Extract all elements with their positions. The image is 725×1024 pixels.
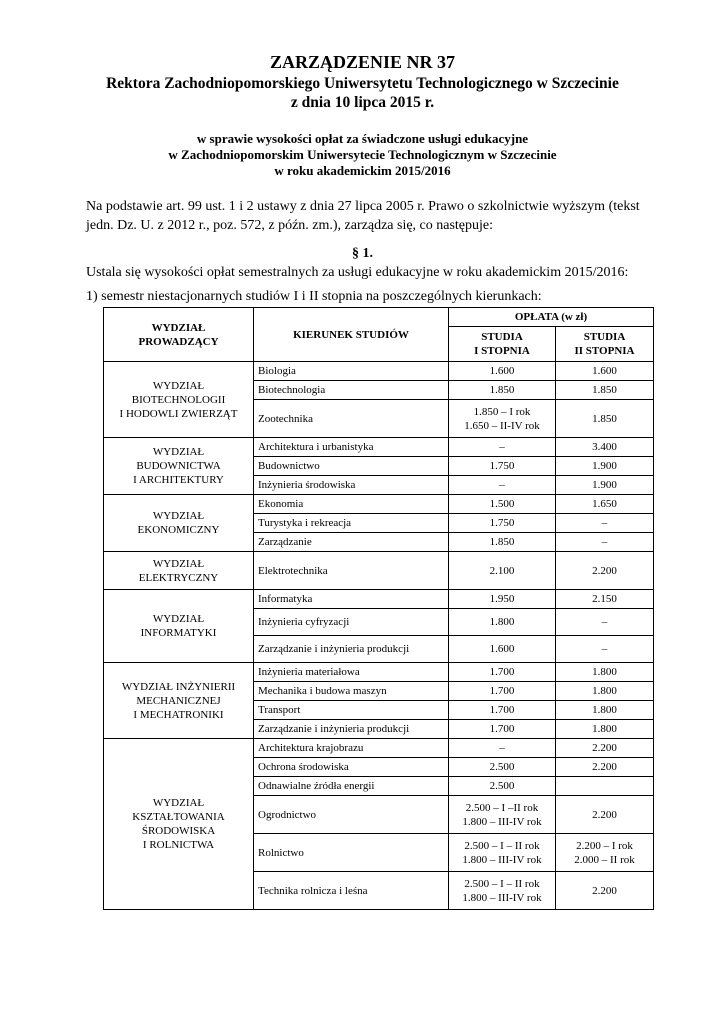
intro-text: Ustala się wysokości opłat semestralnych za usługi edukacyjne w roku akademickim 2015/2016:	[86, 265, 629, 280]
second-degree-fee-cell	[556, 590, 654, 609]
second-degree-fee-cell	[556, 872, 654, 910]
course-cell: Elektrotechnika	[254, 552, 449, 590]
faculty-name-line: I ARCHITEKTURY	[133, 474, 224, 486]
faculty-name-line: WYDZIAŁ	[152, 510, 205, 522]
first-degree-fee-cell	[449, 720, 556, 739]
fee-value: 1.800 – III-IV rok	[462, 853, 542, 866]
second-degree-fee-cell	[556, 476, 654, 495]
course-cell: Budownictwo	[254, 457, 449, 476]
subject-line: w sprawie wysokości opłat za świadczone usługi edukacyjne	[196, 131, 529, 146]
course-cell: Zootechnika	[254, 400, 449, 438]
fee-value: 2.200	[592, 564, 617, 577]
fee-value: –	[601, 643, 608, 655]
course-cell: Architektura krajobrazu	[254, 739, 449, 758]
basis-line: jedn. Dz. U. z 2012 r., poz. 572, z późn. zm.), zarządza się, co następuje:	[86, 218, 494, 233]
faculty-name-line: WYDZIAŁ INŻYNIERII	[121, 680, 236, 693]
fee-value: 1.600	[592, 365, 617, 377]
fee-value: 1.800	[592, 704, 617, 716]
faculty-name-line: WYDZIAŁ	[152, 379, 205, 392]
second-degree-fee-cell	[556, 777, 654, 796]
fee-value: 2.500 – I – II rok	[464, 839, 540, 852]
course-cell: Zarządzanie	[254, 533, 449, 552]
fee-value: 1.650 – II-IV rok	[464, 419, 540, 432]
second-degree-fee-cell	[556, 701, 654, 720]
fee-value: 2.100	[489, 564, 515, 577]
second-degree-fee-cell	[556, 457, 654, 476]
course-cell: Inżynieria środowiska	[254, 476, 449, 495]
first-degree-fee-cell	[449, 777, 556, 796]
first-degree-fee-cell	[449, 381, 556, 400]
fee-value: 1.800	[592, 685, 617, 697]
course-cell: Turystyka i rekreacja	[254, 514, 449, 533]
first-degree-fee-cell	[449, 663, 556, 682]
faculty-name-line: ŚRODOWISKA	[141, 825, 216, 837]
faculty-name-line: WYDZIAŁ	[152, 557, 205, 570]
first-degree-fee-cell	[449, 796, 556, 834]
first-degree-fee-cell	[449, 636, 556, 663]
faculty-cell	[104, 362, 254, 438]
first-degree-fee-cell	[449, 438, 556, 457]
second-degree-fee-cell	[556, 609, 654, 636]
first-degree-fee-cell	[449, 701, 556, 720]
course-cell: Rolnictwo	[254, 834, 449, 872]
course-cell: Biotechnologia	[254, 381, 449, 400]
fee-value: 1.600	[489, 643, 515, 655]
faculty-name-line: I ROLNICTWA	[142, 839, 215, 851]
fee-value: 2.200	[592, 808, 617, 821]
header-line: PROWADZĄCY	[138, 335, 219, 348]
table-row	[104, 495, 654, 514]
subject-line: w Zachodniopomorskim Uniwersytecie Technologicznym w Szczecinie	[168, 147, 557, 162]
course-cell: Zarządzanie i inżynieria produkcji	[254, 720, 449, 739]
fee-value: 1.750	[489, 517, 515, 529]
first-degree-fee-cell	[449, 476, 556, 495]
faculty-cell	[104, 552, 254, 590]
second-degree-fee-cell	[556, 663, 654, 682]
fee-value: 2.500 – I – II rok	[464, 877, 540, 890]
fee-value: 1.850	[592, 384, 617, 396]
second-degree-fee-cell	[556, 636, 654, 663]
faculty-name-line: EKONOMICZNY	[137, 524, 220, 536]
course-cell: Ekonomia	[254, 495, 449, 514]
second-degree-fee-cell	[556, 533, 654, 552]
table-row	[104, 590, 654, 609]
paragraph-mark: § 1.	[352, 246, 373, 261]
second-degree-fee-cell	[556, 381, 654, 400]
second-degree-fee-cell	[556, 796, 654, 834]
document-title: ZARZĄDZENIE NR 37	[269, 52, 456, 72]
fee-value: 2.500	[489, 761, 515, 773]
table-row	[104, 362, 654, 381]
second-degree-fee-cell	[556, 834, 654, 872]
fee-value: –	[499, 479, 505, 491]
second-degree-header	[556, 327, 654, 362]
fee-value: 1.700	[489, 723, 515, 735]
course-cell: Biologia	[254, 362, 449, 381]
fee-value: 2.200 – I rok	[576, 839, 633, 852]
header-line: WYDZIAŁ	[151, 321, 206, 334]
fee-value: –	[601, 536, 608, 548]
second-degree-fee-cell	[556, 739, 654, 758]
first-degree-header	[449, 327, 556, 362]
table-row	[104, 552, 654, 590]
fee-value: –	[499, 441, 505, 453]
fee-value: 1.900	[592, 479, 617, 491]
faculty-column-header	[104, 308, 254, 362]
fee-value: 3.400	[592, 441, 617, 453]
course-cell: Mechanika i budowa maszyn	[254, 682, 449, 701]
fee-value: 1.650	[592, 498, 617, 510]
fee-value: 1.950	[489, 593, 515, 605]
faculty-cell	[104, 663, 254, 739]
issuer-line: Rektora Zachodniopomorskiego Uniwersytetu Technologicznego w Szczecinie	[106, 75, 619, 92]
faculty-cell	[104, 495, 254, 552]
fee-value: 1.700	[489, 666, 515, 678]
fee-column-header: OPŁATA (w zł)	[449, 308, 654, 327]
date-line: z dnia 10 lipca 2015 r.	[290, 94, 435, 111]
first-degree-fee-cell	[449, 739, 556, 758]
fees-table	[103, 307, 654, 910]
course-cell: Inżynieria cyfryzacji	[254, 609, 449, 636]
fee-value: 1.500	[489, 498, 515, 510]
subject-block	[0, 131, 725, 179]
fee-value: 1.850	[592, 412, 617, 425]
fee-value: 1.800 – III-IV rok	[462, 891, 542, 904]
first-degree-fee-cell	[449, 533, 556, 552]
fee-value: 1.900	[592, 460, 617, 472]
fee-value: 1.850	[489, 384, 515, 396]
first-degree-fee-cell	[449, 362, 556, 381]
faculty-name-line: MECHANICZNEJ	[136, 694, 221, 707]
fee-value: 1.800 – III-IV rok	[462, 815, 542, 828]
fee-value: 1.850 – I rok	[473, 405, 531, 418]
fee-value: 2.200	[592, 884, 617, 897]
fee-value: –	[601, 517, 608, 529]
course-cell: Odnawialne źródła energii	[254, 777, 449, 796]
faculty-name-line: BIOTECHNOLOGII	[131, 393, 226, 406]
course-cell: Inżynieria materiałowa	[254, 663, 449, 682]
second-degree-fee-cell	[556, 438, 654, 457]
fee-value: 1.800	[489, 616, 515, 628]
first-degree-fee-cell	[449, 609, 556, 636]
faculty-name-line: ELEKTRYCZNY	[138, 571, 219, 584]
course-column-header: KIERUNEK STUDIÓW	[254, 308, 449, 362]
header-line: STUDIA	[583, 331, 626, 343]
header-line: I STOPNIA	[474, 345, 530, 357]
second-degree-fee-cell	[556, 552, 654, 590]
first-degree-fee-cell	[449, 590, 556, 609]
second-degree-fee-cell	[556, 682, 654, 701]
faculty-name-line: KSZTAŁTOWANIA	[132, 811, 225, 823]
fee-value: –	[601, 616, 608, 628]
course-cell: Technika rolnicza i leśna	[254, 872, 449, 910]
second-degree-fee-cell	[556, 495, 654, 514]
faculty-cell	[104, 739, 254, 910]
first-degree-fee-cell	[449, 457, 556, 476]
fee-value: 2.200	[592, 761, 617, 773]
fee-value: –	[499, 742, 505, 754]
document-issuer-block	[0, 74, 725, 112]
faculty-name-line: WYDZIAŁ	[152, 613, 205, 625]
table-row	[104, 739, 654, 758]
fee-value: 2.200	[592, 742, 617, 754]
fee-value: 2.500	[489, 780, 515, 792]
fee-value: 1.850	[489, 536, 515, 548]
legal-basis	[86, 197, 656, 235]
fee-value: 2.150	[592, 593, 617, 605]
second-degree-fee-cell	[556, 362, 654, 381]
fee-value: 1.800	[592, 723, 617, 735]
faculty-name-line: I HODOWLI ZWIERZĄT	[119, 407, 238, 420]
faculty-cell	[104, 438, 254, 495]
faculty-name-line: WYDZIAŁ	[152, 446, 205, 458]
second-degree-fee-cell	[556, 400, 654, 438]
first-degree-fee-cell	[449, 682, 556, 701]
fee-value: 2.000 – II rok	[574, 853, 635, 866]
fee-value: 1.600	[489, 365, 515, 377]
faculty-name-line: WYDZIAŁ	[152, 797, 205, 809]
course-cell: Ogrodnictwo	[254, 796, 449, 834]
first-degree-fee-cell	[449, 552, 556, 590]
fee-value: 1.750	[489, 460, 515, 472]
course-cell: Informatyka	[254, 590, 449, 609]
second-degree-fee-cell	[556, 514, 654, 533]
basis-line: Na podstawie art. 99 ust. 1 i 2 ustawy z dnia 27 lipca 2005 r. Prawo o szkolnictwie wyższym (tekst	[86, 199, 640, 214]
first-degree-fee-cell	[449, 758, 556, 777]
course-cell: Transport	[254, 701, 449, 720]
fees-table-body	[104, 362, 654, 910]
table-row	[104, 663, 654, 682]
first-degree-fee-cell	[449, 872, 556, 910]
course-cell: Architektura i urbanistyka	[254, 438, 449, 457]
second-degree-fee-cell	[556, 720, 654, 739]
faculty-name-line: I MECHATRONIKI	[133, 708, 224, 721]
table-row	[104, 438, 654, 457]
subject-line: w roku akademickim 2015/2016	[274, 163, 451, 178]
fee-value: 2.500 – I –II rok	[465, 801, 539, 814]
faculty-name-line: INFORMATYKI	[140, 627, 217, 639]
course-cell: Zarządzanie i inżynieria produkcji	[254, 636, 449, 663]
faculty-name-line: BUDOWNICTWA	[136, 460, 221, 472]
fee-value: 1.700	[489, 704, 515, 716]
list-item-1: 1) semestr niestacjonarnych studiów I i II stopnia na poszczególnych kierunkach:	[86, 289, 542, 304]
fee-value: 1.800	[592, 666, 617, 678]
second-degree-fee-cell	[556, 758, 654, 777]
fee-value: 1.700	[489, 685, 515, 697]
header-line: II STOPNIA	[574, 345, 635, 357]
course-cell: Ochrona środowiska	[254, 758, 449, 777]
faculty-cell	[104, 590, 254, 663]
first-degree-fee-cell	[449, 400, 556, 438]
first-degree-fee-cell	[449, 495, 556, 514]
first-degree-fee-cell	[449, 514, 556, 533]
header-line: STUDIA	[481, 331, 523, 343]
first-degree-fee-cell	[449, 834, 556, 872]
